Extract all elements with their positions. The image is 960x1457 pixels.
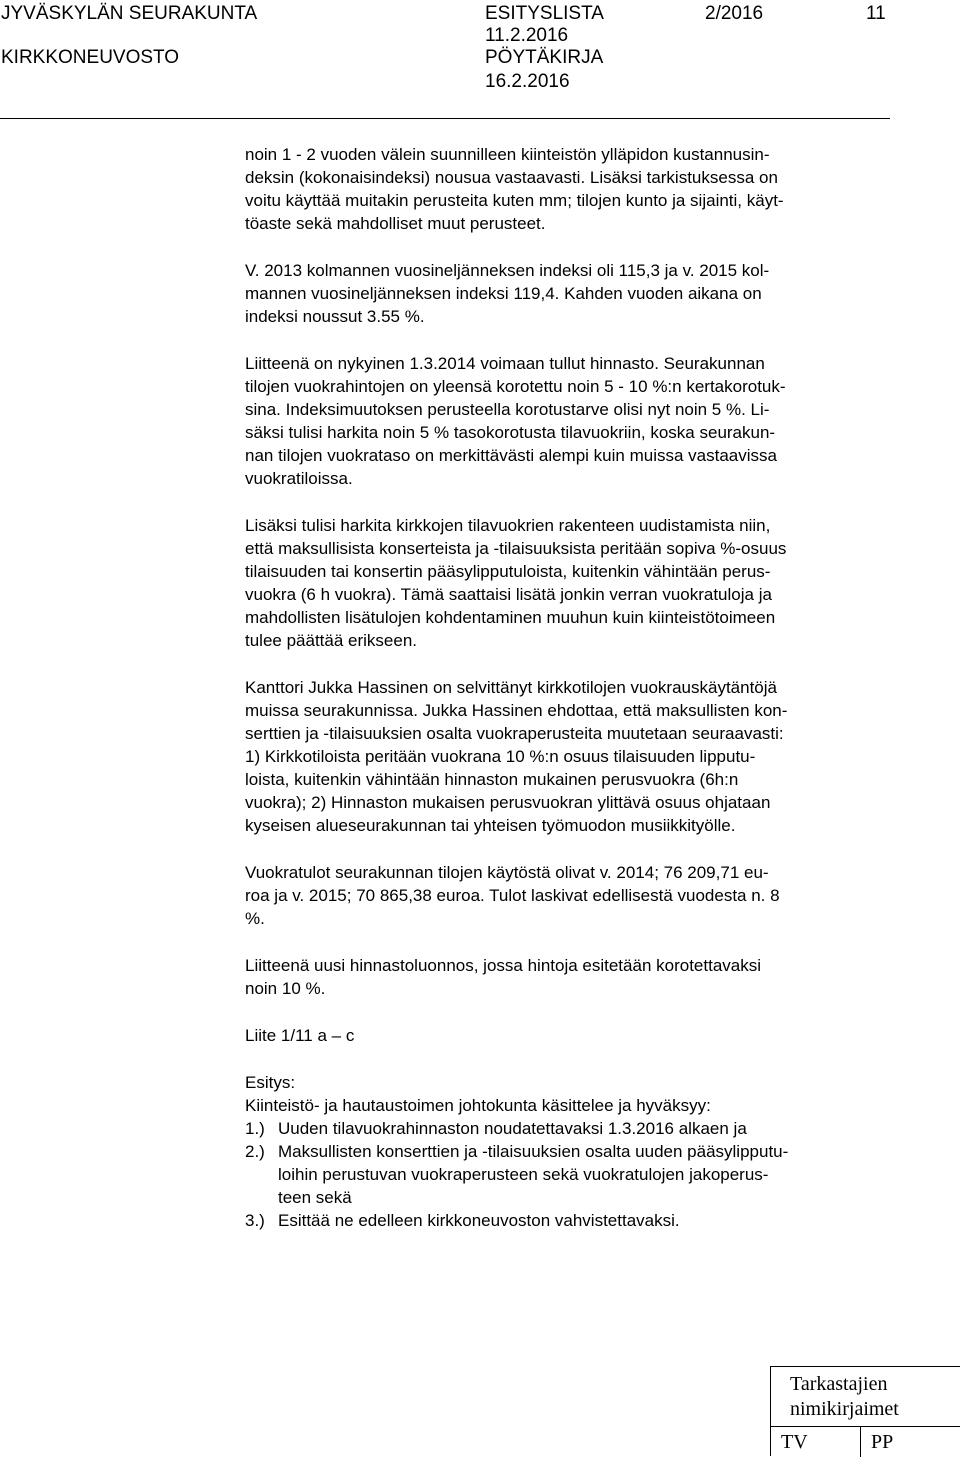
issue-number: 2/2016	[705, 3, 764, 24]
text-line: Liitteenä on nykyinen 1.3.2014 voimaan tullut hinnasto. Seurakunnan	[245, 354, 765, 373]
minutes-date: 16.2.2016	[485, 71, 570, 92]
text-line: tilaisuuden tai konsertin pääsylipputuloista, kuitenkin vähintään perus-	[245, 562, 771, 581]
reviewer-initials-box	[770, 1366, 960, 1456]
text-line: säksi tulisi harkita noin 5 % tasokorotusta tilavuokriin, koska seurakun-	[245, 423, 776, 442]
agenda-date: 11.2.2016	[485, 25, 569, 46]
proposal-list-item	[245, 1140, 788, 1209]
text-line: mahdollisten lisätulojen kohdentaminen muuhun kuin kiinteistötoimeen	[245, 608, 776, 627]
reviewers-label-line1: Tarkastajien	[790, 1373, 888, 1395]
agenda-label: ESITYSLISTA	[485, 3, 604, 24]
attachment-reference	[245, 1024, 788, 1047]
list-marker: 1.)	[245, 1119, 265, 1138]
initials-divider-vertical	[860, 1426, 861, 1457]
text-line: 1) Kirkkotiloista peritään vuokrana 10 %:n osuus tilaisuuden lipputu-	[245, 747, 756, 766]
document-body	[245, 143, 788, 1256]
text-line: Esittää ne edelleen kirkkoneuvoston vahvistettavaksi.	[278, 1211, 680, 1230]
text-line: sina. Indeksimuutoksen perusteella korotustarve olisi nyt noin 5 %. Li-	[245, 400, 770, 419]
initials-divider-horizontal	[771, 1426, 960, 1427]
list-item-body	[278, 1140, 788, 1209]
text-line: muissa seurakunnissa. Jukka Hassinen ehdottaa, että maksullisten kon-	[245, 701, 788, 720]
paragraph-church-rent-structure	[245, 514, 788, 652]
text-line: Vuokratulot seurakunnan tilojen käytöstä olivat v. 2014; 76 209,71 eu-	[245, 863, 769, 882]
text-line: indeksi noussut 3.55 %.	[245, 307, 425, 326]
paragraph-current-pricelist	[245, 352, 788, 490]
text-line: roa ja v. 2015; 70 865,38 euroa. Tulot laskivat edellisestä vuodesta n. 8	[245, 886, 780, 905]
list-marker: 2.)	[245, 1142, 265, 1161]
text-line: nan tilojen vuokrataso on merkittävästi alempi kuin muissa vastaavissa	[245, 446, 777, 465]
text-line: mannen vuosineljänneksen indeksi 119,4. Kahden vuoden aikana on	[245, 284, 762, 303]
text-line: vuokra); 2) Hinnaston mukaisen perusvuokran ylittävä osuus ohjataan	[245, 793, 771, 812]
text-line: teen sekä	[278, 1188, 352, 1207]
proposal-list-item	[245, 1117, 788, 1140]
text-line: kyseisen alueseurakunnan tai yhteisen työmuodon musiikkityölle.	[245, 816, 736, 835]
reviewer-initials-1: TV	[781, 1431, 808, 1453]
proposal-intro: Kiinteistö- ja hautaustoimen johtokunta käsittelee ja hyväksyy:	[245, 1096, 711, 1115]
text-line: vuokra (6 h vuokra). Tämä saattaisi lisätä jonkin verran vuokratuloja ja	[245, 585, 772, 604]
text-line: loihin perustuvan vuokraperusteen sekä vuokratulojen jakoperus-	[278, 1165, 769, 1184]
text-line: %.	[245, 909, 265, 928]
proposal-section	[245, 1071, 788, 1232]
text-line: Maksullisten konserttien ja -tilaisuuksien osalta uuden pääsylipputu-	[278, 1142, 789, 1161]
paragraph-index-basis	[245, 143, 788, 235]
text-line: loista, kuitenkin vähintään hinnaston mukainen perusvuokra (6h:n	[245, 770, 739, 789]
text-line: deksin (kokonaisindeksi) nousua vastaavasti. Lisäksi tarkistuksessa on	[245, 168, 778, 187]
text-line: noin 10 %.	[245, 979, 326, 998]
paragraph-cantor-proposal	[245, 676, 788, 837]
text-line: Lisäksi tulisi harkita kirkkojen tilavuokrien rakenteen uudistamista niin,	[245, 516, 771, 535]
text-line: vuokratiloissa.	[245, 469, 353, 488]
text-line: töaste sekä mahdolliset muut perusteet.	[245, 214, 546, 233]
text-line: tilojen vuokrahintojen on yleensä korotettu noin 5 - 10 %:n kertakorotuk-	[245, 377, 786, 396]
list-marker: 3.)	[245, 1211, 265, 1230]
paragraph-rental-income	[245, 861, 788, 930]
text-line: voitu käyttää muitakin perusteita kuten mm; tilojen kunto ja sijainti, käyt-	[245, 191, 784, 210]
proposal-list-item	[245, 1209, 788, 1232]
text-line: serttien ja -tilaisuuksien osalta vuokraperusteita muutetaan seuraavasti:	[245, 724, 784, 743]
text-line: noin 1 - 2 vuoden välein suunnilleen kiinteistön ylläpidon kustannusin-	[245, 145, 770, 164]
header-rule	[0, 118, 890, 119]
paragraph-new-pricelist	[245, 954, 788, 1000]
text-line: Liite 1/11 a – c	[245, 1026, 355, 1045]
list-item-body	[278, 1209, 680, 1232]
text-line: tulee päättää erikseen.	[245, 631, 418, 650]
minutes-label: PÖYTÄKIRJA	[485, 47, 604, 68]
reviewer-initials-2: PP	[871, 1431, 894, 1453]
page-number: 11	[866, 3, 886, 24]
list-item-body	[278, 1117, 747, 1140]
text-line: Kanttori Jukka Hassinen on selvittänyt kirkkotilojen vuokrauskäytäntöjä	[245, 678, 777, 697]
proposal-heading: Esitys:	[245, 1073, 296, 1092]
text-line: että maksullisista konserteista ja -tilaisuuksista peritään sopiva %-osuus	[245, 539, 787, 558]
paragraph-index-values	[245, 259, 788, 328]
text-line: Liitteenä uusi hinnastoluonnos, jossa hintoja esitetään korotettavaksi	[245, 956, 762, 975]
reviewers-label-line2: nimikirjaimet	[790, 1398, 899, 1420]
text-line: Uuden tilavuokrahinnaston noudatettavaksi 1.3.2016 alkaen ja	[278, 1119, 747, 1138]
text-line: V. 2013 kolmannen vuosineljänneksen indeksi oli 115,3 ja v. 2015 kol-	[245, 261, 770, 280]
header-organization: JYVÄSKYLÄN SEURAKUNTA	[1, 3, 258, 24]
header-committee: KIRKKONEUVOSTO	[1, 47, 180, 68]
